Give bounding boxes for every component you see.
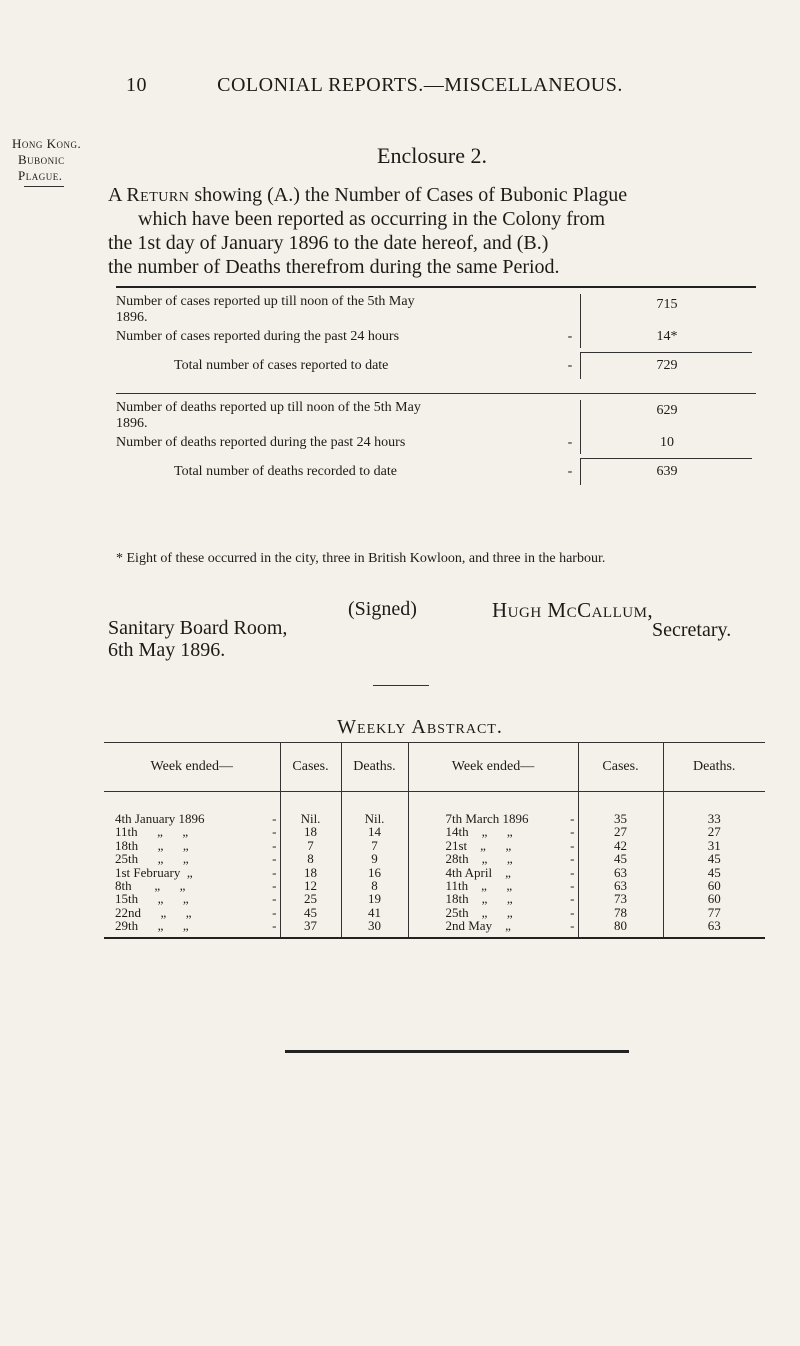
intro-paragraph [108, 183, 762, 279]
summary-total-label: Total number of cases reported to date [174, 358, 389, 373]
week-label: 7th March 1896 [445, 811, 529, 826]
week-ended-cell-2 [408, 812, 578, 825]
enclosure-heading: Enclosure 2. [377, 143, 487, 168]
summary-value: 10 [580, 432, 753, 454]
deaths-cell-2: 77 [663, 906, 765, 919]
deaths-cell: 8 [341, 879, 408, 892]
row-dash: - [570, 864, 575, 880]
week-label: 25th „ „ [445, 904, 513, 920]
margin-note-rule [24, 186, 64, 187]
summary-total-value: 639 [580, 459, 753, 485]
deaths-cell: Nil. [341, 812, 408, 825]
week-label: 18th „ „ [115, 837, 189, 853]
week-ended-cell [104, 892, 280, 905]
summary-value: 14* [580, 326, 753, 348]
summary-row-cases-past-24 [116, 326, 756, 348]
week-ended-cell-2 [408, 839, 578, 852]
margin-note-line: Hong Kong. [12, 136, 82, 151]
week-label: 15th „ „ [115, 891, 189, 907]
table-row [104, 812, 765, 825]
row-dash: - [272, 811, 277, 826]
week-ended-cell-2 [408, 866, 578, 879]
cases-cell-2: 27 [578, 825, 663, 838]
week-ended-cell [104, 919, 280, 937]
week-ended-cell-2 [408, 825, 578, 838]
cases-cell-2: 35 [578, 812, 663, 825]
week-ended-cell-2 [408, 879, 578, 892]
intro-prefix: A [108, 184, 122, 206]
summary-row-deaths-till-noon [116, 394, 756, 432]
col-header-cases: Cases. [280, 743, 341, 792]
summary-dash: - [567, 435, 573, 450]
week-label: 22nd „ „ [115, 904, 192, 920]
intro-return-word: Return [126, 184, 190, 206]
summary-value: 715 [580, 294, 753, 326]
row-dash: - [272, 891, 277, 907]
deaths-cell-2: 63 [663, 919, 765, 937]
cases-cell-2: 78 [578, 906, 663, 919]
running-head [0, 74, 800, 97]
deaths-cell: 19 [341, 892, 408, 905]
week-label: 8th „ „ [115, 878, 186, 894]
margin-note-line: Plague. [18, 168, 63, 183]
deaths-cell-2: 60 [663, 879, 765, 892]
row-dash: - [272, 904, 277, 920]
row-dash: - [272, 851, 277, 867]
summary-label-cont: 1896. [116, 416, 148, 431]
summary-label: Number of deaths reported up till noon of the 5th May [116, 400, 421, 415]
col-header-deaths-2: Deaths. [663, 743, 765, 792]
week-label: 14th „ „ [445, 824, 513, 840]
page-number: 10 [126, 74, 147, 96]
deaths-cell: 16 [341, 866, 408, 879]
weekly-abstract-table [104, 742, 765, 939]
week-ended-cell-2 [408, 919, 578, 937]
deaths-cell-2: 60 [663, 892, 765, 905]
cases-cell-2: 42 [578, 839, 663, 852]
deaths-cell-2: 33 [663, 812, 765, 825]
table-row [104, 852, 765, 865]
week-label: 28th „ „ [445, 851, 513, 867]
row-dash: - [570, 878, 575, 894]
weekly-header-row [104, 743, 765, 792]
deaths-cell-2: 45 [663, 852, 765, 865]
deaths-cell: 41 [341, 906, 408, 919]
summary-label: Number of cases reported up till noon of the 5th May [116, 294, 415, 309]
week-label: 1st February „ [115, 864, 193, 880]
signed-label: (Signed) [348, 598, 417, 620]
week-label: 4th January 1896 [115, 811, 205, 826]
summary-label: Number of deaths reported during the past 24 hours [116, 435, 406, 450]
week-ended-cell [104, 825, 280, 838]
cases-cell-2: 45 [578, 852, 663, 865]
cases-cell: 8 [280, 852, 341, 865]
running-title: COLONIAL REPORTS.—MISCELLANEOUS. [217, 74, 623, 96]
cases-cell: 45 [280, 906, 341, 919]
deaths-cell-2: 27 [663, 825, 765, 838]
row-dash: - [570, 811, 575, 826]
cases-cell-2: 63 [578, 879, 663, 892]
table-row [104, 919, 765, 937]
table-row [104, 866, 765, 879]
bottom-rule [285, 1050, 629, 1053]
table-row [104, 892, 765, 905]
week-label: 11th „ „ [445, 878, 513, 894]
signer-title: Secretary. [652, 619, 732, 641]
summary-dash: - [567, 358, 573, 373]
cases-cell: 7 [280, 839, 341, 852]
summary-table [116, 286, 756, 485]
col-header-cases-2: Cases. [578, 743, 663, 792]
deaths-cell: 30 [341, 919, 408, 937]
cases-cell: 12 [280, 879, 341, 892]
intro-line-4: the number of Deaths therefrom during the same Period. [108, 256, 560, 278]
summary-total-label: Total number of deaths recorded to date [174, 464, 397, 479]
summary-row-total-deaths [116, 459, 756, 485]
table-row [104, 879, 765, 892]
row-dash: - [272, 837, 277, 853]
table-spacer-row [104, 792, 765, 813]
week-ended-cell [104, 852, 280, 865]
row-dash: - [570, 837, 575, 853]
week-ended-cell-2 [408, 892, 578, 905]
cases-cell: 37 [280, 919, 341, 937]
row-dash: - [272, 824, 277, 840]
week-label: 11th „ „ [115, 824, 189, 840]
cases-cell: Nil. [280, 812, 341, 825]
row-dash: - [272, 878, 277, 894]
cases-cell-2: 73 [578, 892, 663, 905]
office-name: Sanitary Board Room, [108, 617, 288, 639]
table-row [104, 839, 765, 852]
deaths-cell: 14 [341, 825, 408, 838]
week-label: 18th „ „ [445, 891, 513, 907]
row-dash: - [272, 918, 277, 934]
intro-line1-rest: showing (A.) the Number of Cases of Bubonic Plague [194, 184, 628, 206]
cases-cell: 18 [280, 866, 341, 879]
section-divider [373, 685, 429, 686]
week-ended-cell-2 [408, 906, 578, 919]
intro-line-3: the 1st day of January 1896 to the date hereof, and (B.) [108, 232, 549, 254]
col-header-week-ended-2: Week ended— [408, 743, 578, 792]
signature-date: 6th May 1896. [108, 639, 226, 661]
signer-name: Hugh McCallum, [492, 598, 654, 622]
summary-value: 629 [580, 400, 753, 432]
margin-note-line: Bubonic [18, 152, 65, 167]
summary-row-total-cases [116, 353, 756, 379]
week-ended-cell [104, 879, 280, 892]
summary-dash: - [567, 464, 573, 479]
cases-cell-2: 63 [578, 866, 663, 879]
week-label: 29th „ „ [115, 918, 189, 934]
week-ended-cell-2 [408, 852, 578, 865]
summary-dash: - [567, 329, 573, 344]
week-label: 25th „ „ [115, 851, 189, 867]
row-dash: - [272, 864, 277, 880]
intro-line-2: which have been reported as occurring in the Colony from [138, 208, 606, 230]
cases-cell: 18 [280, 825, 341, 838]
week-ended-cell [104, 906, 280, 919]
week-ended-cell [104, 866, 280, 879]
week-ended-cell [104, 839, 280, 852]
table-row [104, 825, 765, 838]
week-label: 21st „ „ [445, 837, 512, 853]
summary-row-cases-till-noon [116, 288, 756, 326]
row-dash: - [570, 824, 575, 840]
footnote: * Eight of these occurred in the city, three in British Kowloon, and three in the harbour. [116, 551, 606, 566]
row-dash: - [570, 904, 575, 920]
row-dash: - [570, 851, 575, 867]
col-header-week-ended: Week ended— [104, 743, 280, 792]
intro-line-1 [108, 183, 762, 207]
deaths-cell: 7 [341, 839, 408, 852]
table-row [104, 906, 765, 919]
deaths-cell-2: 31 [663, 839, 765, 852]
week-label: 4th April „ [445, 864, 511, 880]
summary-label: Number of cases reported during the past 24 hours [116, 329, 400, 344]
row-dash: - [570, 891, 575, 907]
weekly-abstract-title: Weekly Abstract. [337, 716, 503, 738]
summary-total-value: 729 [580, 353, 753, 379]
week-ended-cell [104, 812, 280, 825]
week-label: 2nd May „ [445, 918, 511, 934]
cases-cell: 25 [280, 892, 341, 905]
deaths-cell-2: 45 [663, 866, 765, 879]
cases-cell-2: 80 [578, 919, 663, 937]
summary-row-deaths-past-24 [116, 432, 756, 454]
col-header-deaths: Deaths. [341, 743, 408, 792]
summary-label-cont: 1896. [116, 310, 148, 325]
deaths-cell: 9 [341, 852, 408, 865]
row-dash: - [570, 918, 575, 934]
